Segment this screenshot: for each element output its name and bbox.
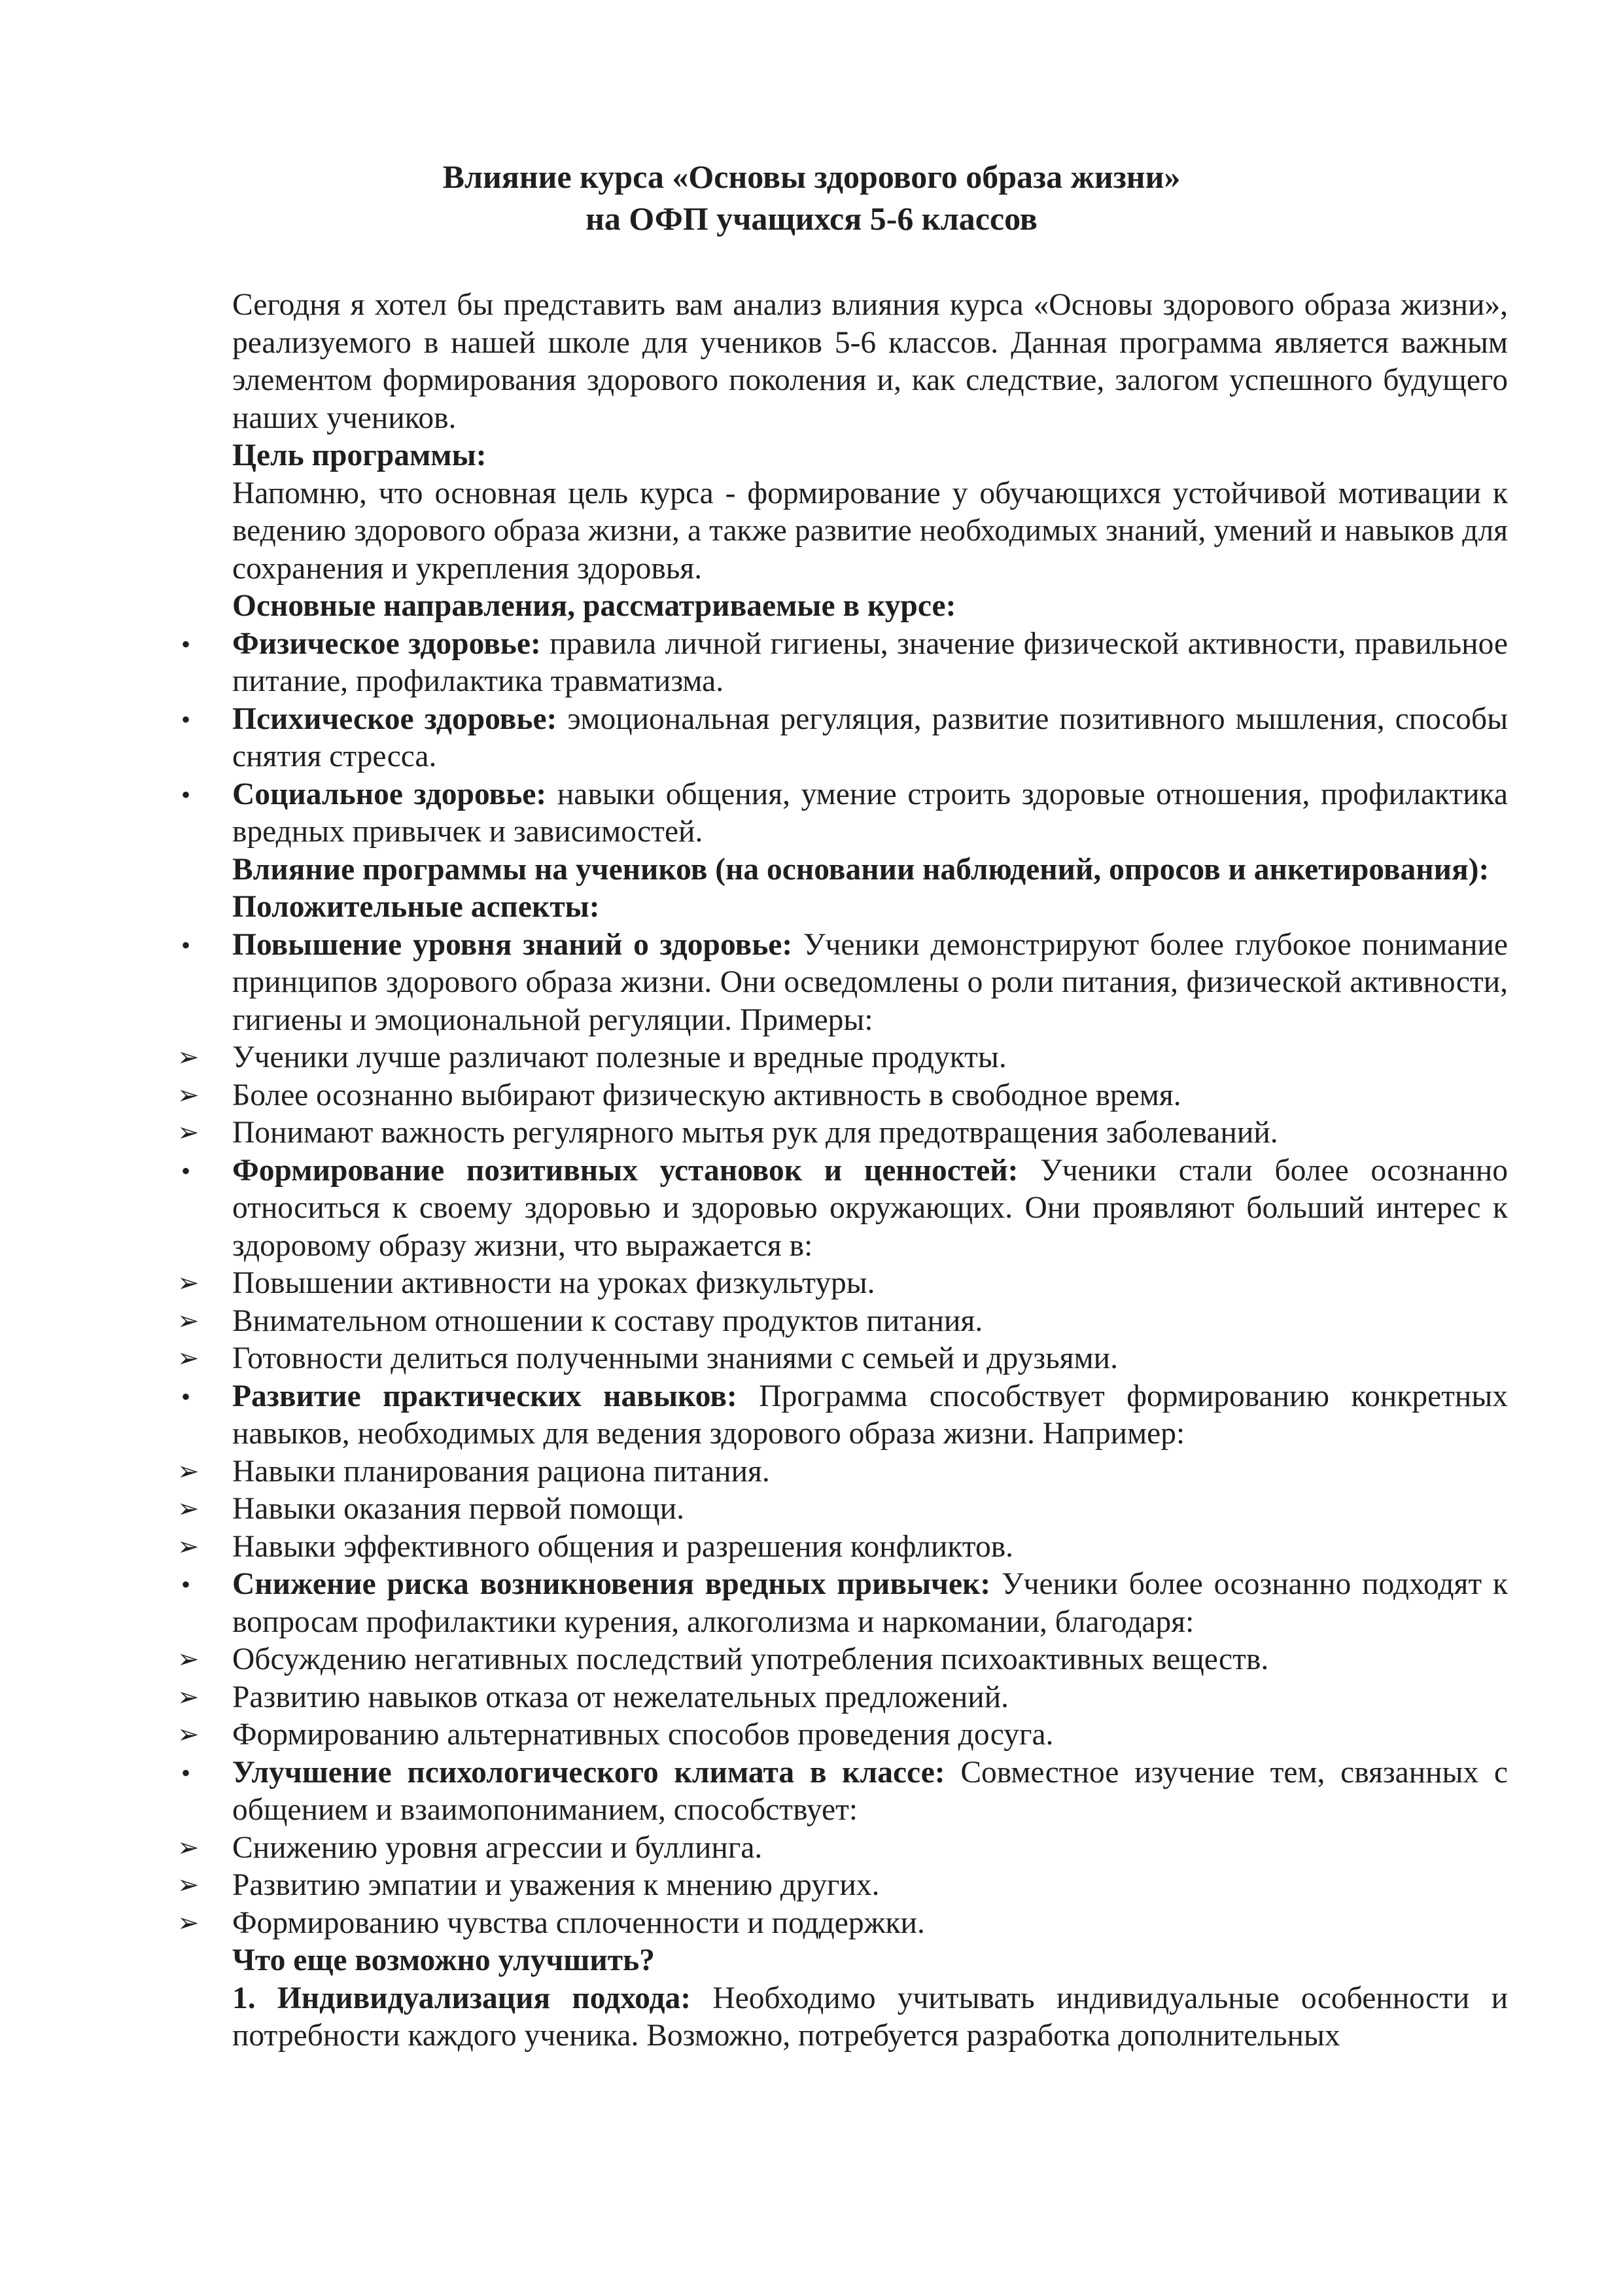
sub-list-item — [177, 1491, 1508, 1528]
improve-item-text: Необходимо учитывать индивидуальные особенности и потребности каждого ученика. Возможно, потребуется разработка дополнительных — [232, 1981, 1508, 2053]
sub-list-item — [177, 1265, 1508, 1303]
goal-paragraph: Напомню, что основная цель курса - формирование у обучающихся устойчивой мотивации к ведению здорового образа жизни, а также развитие необходимых знаний, умений и навыков для сохранения и укрепления здоровья. — [232, 476, 1508, 586]
list-item-text: Программа способствует формированию конкретных навыков, необходимых для ведения здорового образа жизни. Например: — [232, 1379, 1509, 1451]
sub-list-item-text: Понимают важность регулярного мытья рук для предотвращения заболеваний. — [232, 1116, 1278, 1150]
list-item-lead: Формирование позитивных установок и ценностей: — [232, 1153, 1019, 1188]
arrow-bullet-icon: ➢ — [177, 1494, 200, 1524]
bullet-icon: • — [181, 629, 191, 659]
sub-list-item — [177, 1039, 1508, 1077]
sub-list-item-text: Повышении активности на уроках физкультуры. — [232, 1266, 875, 1300]
list-item — [181, 626, 1508, 701]
arrow-bullet-icon: ➢ — [177, 1080, 200, 1110]
list-item-text: Ученики более осознанно подходят к вопросам профилактики курения, алкоголизма и наркомании, благодаря: — [232, 1567, 1508, 1639]
arrow-bullet-icon: ➢ — [177, 1531, 200, 1562]
arrow-bullet-icon: ➢ — [177, 1118, 200, 1148]
sub-list-item-text: Готовности делиться полученными знаниями с семьей и друзьями. — [232, 1341, 1118, 1375]
list-item-lead: Социальное здоровье: — [232, 777, 547, 811]
list-item-lead: Повышение уровня знаний о здоровье: — [232, 927, 793, 962]
list-item — [181, 1754, 1508, 1829]
arrow-bullet-icon: ➢ — [177, 1042, 200, 1072]
arrow-bullet-icon: ➢ — [177, 1343, 200, 1373]
sub-list-item — [177, 1077, 1508, 1115]
sub-list-item-text: Ученики лучше различают полезные и вредные продукты. — [232, 1040, 1007, 1074]
bullet-icon: • — [181, 704, 191, 734]
arrow-bullet-icon: ➢ — [177, 1268, 200, 1298]
arrow-bullet-icon: ➢ — [177, 1720, 200, 1750]
document-title — [0, 156, 1623, 239]
sub-list-item-text: Формированию чувства сплоченности и поддержки. — [232, 1905, 925, 1940]
list-item-text: Ученики демонстрируют более глубокое понимание принципов здорового образа жизни. Они осведомлены о роли питания, физической активности, гигиены и эмоциональной регуляции. Примеры: — [232, 927, 1508, 1037]
sub-list-item-text: Навыки эффективного общения и разрешения конфликтов. — [232, 1529, 1013, 1564]
directions-heading: Основные направления, рассматриваемые в курсе: — [232, 589, 956, 623]
sub-list-item — [177, 1867, 1508, 1905]
sub-list-item — [177, 1641, 1508, 1679]
list-item-lead: Психическое здоровье: — [232, 701, 557, 736]
sub-list-item — [177, 1829, 1508, 1867]
document-body — [177, 287, 1509, 2055]
list-item-lead: Физическое здоровье: — [232, 626, 541, 661]
list-item — [181, 927, 1508, 1040]
sub-list-item-text: Снижению уровня агрессии и буллинга. — [232, 1830, 763, 1865]
arrow-bullet-icon: ➢ — [177, 1456, 200, 1487]
bullet-icon: • — [181, 1570, 191, 1599]
bullet-icon: • — [181, 1156, 191, 1186]
bullet-icon: • — [181, 930, 191, 960]
sub-list-item-text: Развитию эмпатии и уважения к мнению других. — [232, 1868, 880, 1902]
list-item — [181, 776, 1508, 851]
sub-list-item — [177, 1303, 1508, 1341]
list-item — [181, 1566, 1508, 1641]
sub-list-item-text: Развитию навыков отказа от нежелательных предложений. — [232, 1680, 1009, 1714]
sub-list-item — [177, 1716, 1508, 1754]
intro-paragraph: Сегодня я хотел бы представить вам анализ влияния курса «Основы здорового образа жизни», реализуемого в нашей школе для учеников 5-6 классов. Данная программа является важным элементом формирования здорового поколения и, как следствие, залогом успешного будущего наших учеников. — [232, 288, 1508, 435]
arrow-bullet-icon: ➢ — [177, 1870, 200, 1900]
list-item — [181, 1378, 1509, 1453]
bullet-icon: • — [181, 1757, 191, 1788]
sub-list-item — [177, 1453, 1508, 1491]
title-line-2: на ОФП учащихся 5-6 классов — [585, 200, 1038, 237]
sub-list-item-text: Более осознанно выбирают физическую активность в свободное время. — [232, 1078, 1181, 1112]
list-item — [181, 1152, 1508, 1265]
sub-list-item-text: Обсуждению негативных последствий употребления психоактивных веществ. — [232, 1642, 1269, 1676]
list-item-lead: Улучшение психологического климата в классе: — [232, 1755, 945, 1790]
list-item-text: навыки общения, умение строить здоровые отношения, профилактика вредных привычек и зависимостей. — [232, 777, 1508, 849]
list-item-text: правила личной гигиены, значение физической активности, правильное питание, профилактика травматизма. — [232, 626, 1508, 698]
improve-item-lead: 1. Индивидуализация подхода: — [232, 1981, 691, 2015]
sub-list-item-text: Навыки планирования рациона питания. — [232, 1454, 770, 1489]
list-item-text: Ученики стали более осознанно относиться к своему здоровью и здоровью окружающих. Они проявляют больший интерес к здоровому образу жизни, что выражается в: — [232, 1153, 1508, 1263]
list-item-text: эмоциональная регуляция, развитие позитивного мышления, способы снятия стресса. — [232, 701, 1508, 773]
sub-list-item — [177, 1528, 1508, 1566]
list-item — [181, 701, 1508, 776]
list-item-text: Совместное изучение тем, связанных с общением и взаимопониманием, способствует: — [232, 1755, 1508, 1827]
sub-list-item-text: Внимательном отношении к составу продуктов питания. — [232, 1303, 983, 1338]
arrow-bullet-icon: ➢ — [177, 1832, 200, 1863]
sub-list-item-text: Навыки оказания первой помощи. — [232, 1492, 685, 1526]
sub-list-item-text: Формированию альтернативных способов проведения досуга. — [232, 1718, 1054, 1752]
list-item-lead: Снижение риска возникновения вредных привычек: — [232, 1567, 991, 1601]
sub-list-item — [177, 1114, 1508, 1152]
bullet-icon: • — [181, 1381, 191, 1411]
sub-list-item — [177, 1905, 1508, 1943]
sub-list-item — [177, 1679, 1508, 1717]
positive-heading: Положительные аспекты: — [232, 890, 600, 924]
title-line-1: Влияние курса «Основы здорового образа жизни» — [442, 158, 1181, 195]
goal-heading: Цель программы: — [232, 438, 487, 472]
list-item-lead: Развитие практических навыков: — [232, 1379, 737, 1413]
improve-heading: Что еще возможно улучшить? — [232, 1943, 655, 1977]
influence-heading: Влияние программы на учеников (на основании наблюдений, опросов и анкетирования): — [232, 852, 1490, 887]
arrow-bullet-icon: ➢ — [177, 1682, 200, 1712]
sub-list-item — [177, 1340, 1508, 1378]
bullet-icon: • — [181, 779, 191, 809]
arrow-bullet-icon: ➢ — [177, 1644, 200, 1674]
arrow-bullet-icon: ➢ — [177, 1305, 200, 1336]
arrow-bullet-icon: ➢ — [177, 1907, 200, 1938]
improve-paragraph — [232, 1980, 1508, 2055]
